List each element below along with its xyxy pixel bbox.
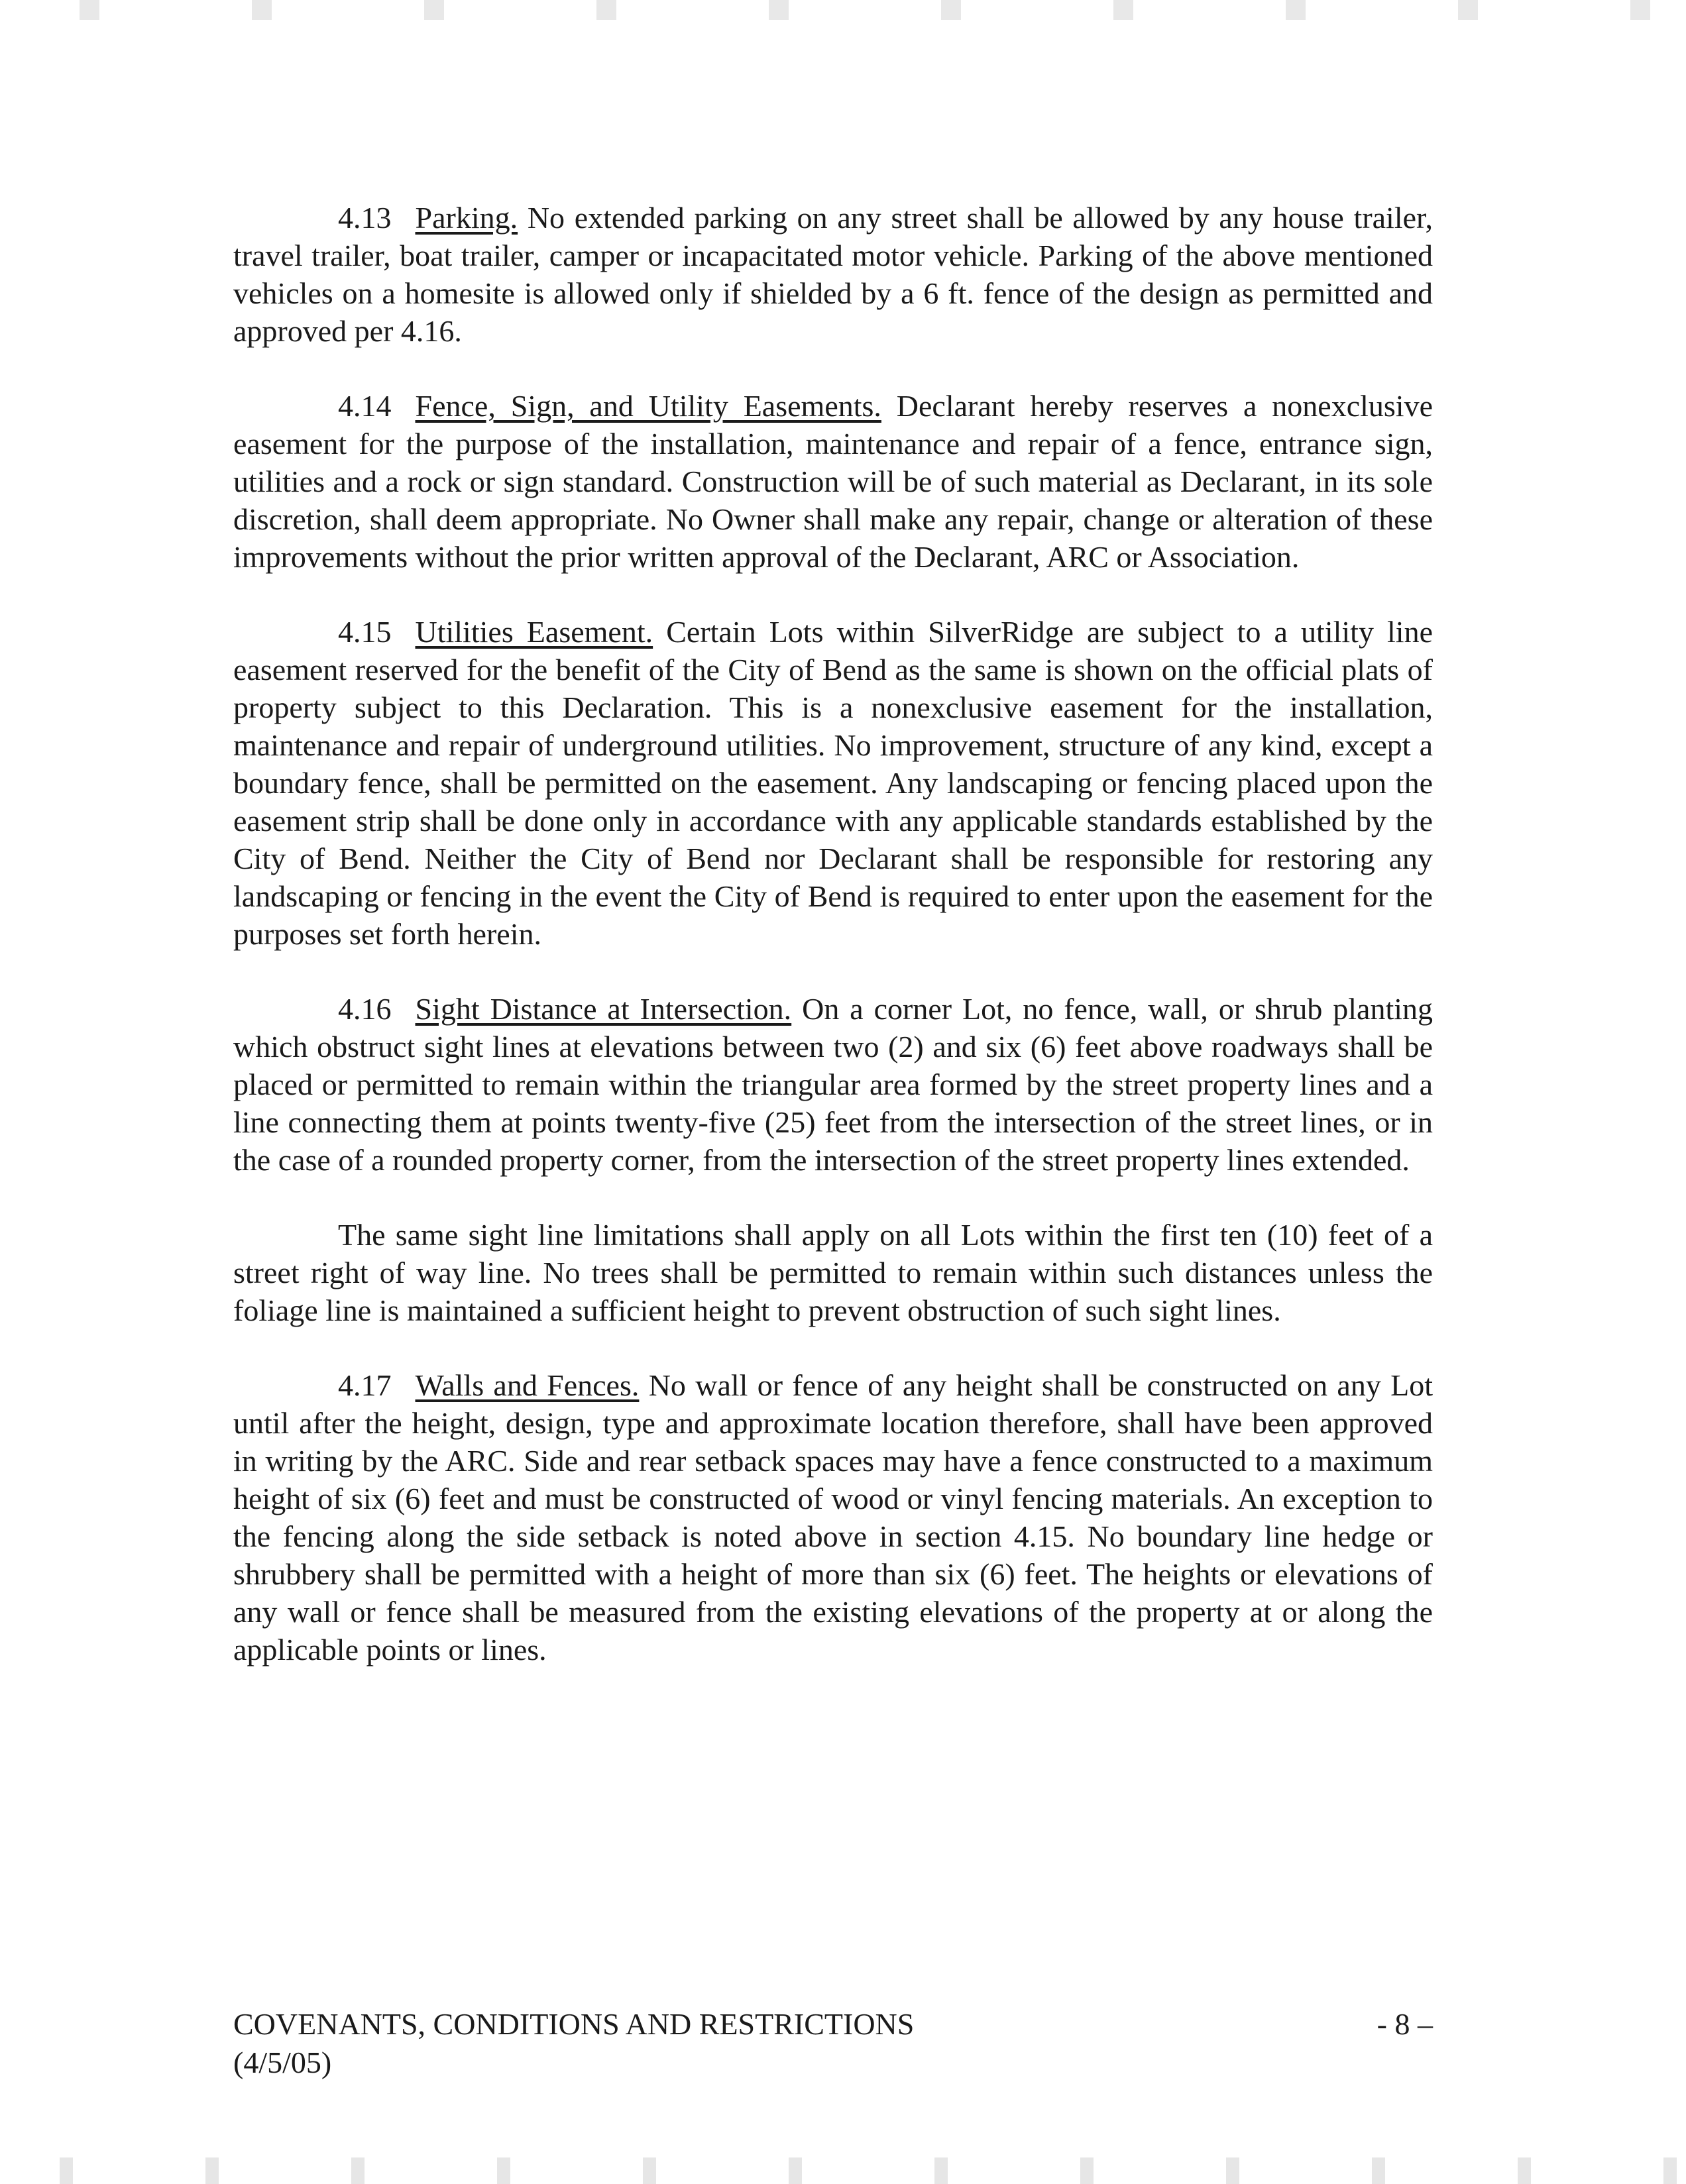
section-number: 4.17 — [338, 1368, 392, 1402]
section-number: 4.14 — [338, 389, 392, 423]
section-body: On a corner Lot, no fence, wall, or shrub planting which obstruct sight lines at elevations between two (2) and six (6) feet above roadways shall be placed or permitted to remain within the triangular area formed by the street property lines and a line connecting them at points twenty-five (25) feet from the intersection of the street lines, or in the case of a rounded property corner, from the intersection of the street property lines extended. — [233, 992, 1433, 1177]
section-4-16 — [233, 990, 1433, 1179]
page-number: - 8 – — [1377, 2007, 1433, 2041]
section-4-16-continuation — [233, 1216, 1433, 1329]
footer-date: (4/5/05) — [233, 2046, 332, 2079]
section-number: 4.16 — [338, 992, 392, 1026]
scan-edge-bottom — [0, 2157, 1686, 2184]
section-heading: Utilities Easement. — [415, 615, 653, 649]
section-body: The same sight line limitations shall apply on all Lots within the first ten (10) feet of a street right of way line. No trees shall be permitted to remain within such distances unless the foliage line is maintained a sufficient height to prevent obstruction of such sight lines. — [233, 1218, 1433, 1327]
section-heading: Sight Distance at Intersection. — [415, 992, 792, 1026]
footer-left — [233, 2005, 914, 2082]
section-number: 4.15 — [338, 615, 392, 649]
section-heading: Fence, Sign, and Utility Easements. — [415, 389, 881, 423]
footer-title: COVENANTS, CONDITIONS AND RESTRICTIONS — [233, 2007, 915, 2041]
section-heading: Walls and Fences. — [415, 1368, 640, 1402]
section-body: Certain Lots within SilverRidge are subject to a utility line easement reserved for the benefit of the City of Bend as the same is shown on the official plats of property subject to this Declaration. This is a nonexclusive easement for the installation, maintenance and repair of underground utilities. No improvement, structure of any kind, except a boundary fence, shall be permitted on the easement. Any landscaping or fencing placed upon the easement strip shall be done only in accordance with any applicable standards established by the City of Bend. Neither the City of Bend nor Declarant shall be responsible for restoring any landscaping or fencing in the event the City of Bend is required to enter upon the easement for the purposes set forth herein. — [233, 615, 1433, 951]
document-body — [233, 199, 1433, 1706]
section-4-13 — [233, 199, 1433, 350]
section-number: 4.13 — [338, 201, 392, 235]
section-heading: Parking. — [415, 201, 518, 235]
section-4-15 — [233, 613, 1433, 953]
section-body: Declarant hereby reserves a nonexclusive easement for the purpose of the installation, maintenance and repair of a fence, entrance sign, utilities and a rock or sign standard. Construction will be of such material as Declarant, in its sole discretion, shall deem appropriate. No Owner shall make any repair, change or alteration of these improvements without the prior written approval of the Declarant, ARC or Association. — [233, 389, 1433, 574]
scan-edge-top — [0, 0, 1686, 20]
section-4-14 — [233, 387, 1433, 576]
section-body: No extended parking on any street shall be allowed by any house trailer, travel trailer, boat trailer, camper or incapacitated motor vehicle. Parking of the above mentioned vehicles on a homesite is allowed only if shielded by a 6 ft. fence of the design as permitted and approved per 4.16. — [233, 201, 1433, 348]
section-4-17 — [233, 1366, 1433, 1668]
section-body: No wall or fence of any height shall be constructed on any Lot until after the height, design, type and approximate location therefore, shall have been approved in writing by the ARC. Side and rear setback spaces may have a fence constructed to a maximum height of six (6) feet and must be constructed of wood or vinyl fencing materials. An exception to the fencing along the side setback is noted above in section 4.15. No boundary line hedge or shrubbery shall be permitted with a height of more than six (6) feet. The heights or elevations of any wall or fence shall be measured from the existing elevations of the property at or along the applicable points or lines. — [233, 1368, 1433, 1666]
